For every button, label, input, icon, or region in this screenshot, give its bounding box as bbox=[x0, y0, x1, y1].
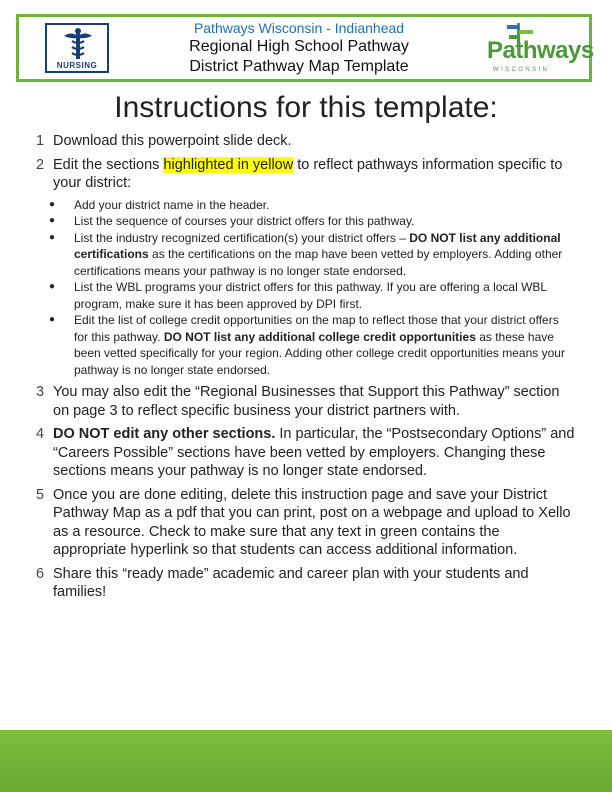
sub-item-text: as these have been vetted specifically for your region. Adding other college credit opportunities means your pathway is no longer state endorsed. bbox=[74, 329, 565, 377]
sub-item-text: Add your district name in the header. bbox=[74, 197, 270, 212]
sub-item bbox=[36, 279, 576, 312]
sub-item-text: as the certifications on the map have been vetted by employers. Adding other certifications means your pathway is no longer state endorsed. bbox=[74, 247, 563, 278]
step-text-part: to reflect pathways information specific to your district: bbox=[53, 156, 563, 191]
header-title-line2: District Pathway Map Template bbox=[189, 58, 409, 75]
header-banner bbox=[16, 14, 592, 82]
step-text: Once you are done editing, delete this instruction page and save your District Pathway Map as a pdf that you can print, post on a webpage and upload to Xello as a resource. Check to make sure that any text in green contains the appropriate hyperlink so that students can access additional information. bbox=[53, 486, 571, 558]
step-number: 3 bbox=[36, 384, 45, 400]
sub-item bbox=[36, 312, 576, 378]
step-text: Download this powerpoint slide deck. bbox=[53, 133, 292, 149]
bullet-icon: ● bbox=[49, 198, 56, 210]
step-text-part: Edit the sections bbox=[53, 156, 164, 173]
step-text: Share this “ready made” academic and career plan with your students and families! bbox=[53, 565, 529, 600]
step-5 bbox=[36, 486, 576, 560]
sub-item bbox=[36, 197, 576, 214]
step-1 bbox=[36, 132, 576, 151]
step-text bbox=[53, 156, 576, 193]
step-number: 1 bbox=[36, 133, 45, 149]
footer-bar bbox=[0, 730, 612, 792]
sub-item-text: List the sequence of courses your district offers for this pathway. bbox=[74, 214, 415, 228]
sub-item-text: List the WBL programs your district offers for this pathway. If you are offering a local WBL program, make sure it has been approved by DPI first. bbox=[74, 280, 547, 311]
bullet-icon: ● bbox=[49, 215, 56, 226]
pathways-logo-word: Pathways bbox=[487, 37, 594, 64]
step-number: 2 bbox=[36, 156, 45, 173]
pathways-wisconsin-logo bbox=[481, 23, 594, 75]
nursing-logo bbox=[45, 23, 109, 73]
header-text bbox=[139, 19, 459, 77]
instruction-steps bbox=[36, 132, 576, 607]
sub-item bbox=[36, 230, 576, 280]
sub-item-text: List the industry recognized certification(s) your district offers – bbox=[74, 230, 410, 245]
step-number: 5 bbox=[36, 486, 45, 503]
sub-item-bold-text: DO NOT list any additional certifications bbox=[74, 230, 561, 261]
step-2 bbox=[36, 156, 576, 379]
sub-item-bold-text: DO NOT list any additional college credit opportunities bbox=[163, 329, 476, 344]
sub-item bbox=[36, 213, 576, 230]
step-4 bbox=[36, 425, 576, 481]
bullet-icon: ● bbox=[49, 314, 56, 325]
nursing-logo-text: NURSING bbox=[56, 61, 98, 70]
caduceus-icon bbox=[61, 27, 95, 61]
step-number: 6 bbox=[36, 565, 45, 582]
step-3 bbox=[36, 383, 576, 420]
step-text: You may also edit the “Regional Businesses that Support this Pathway” section on page 3 to reflect specific business your district partners with. bbox=[53, 384, 560, 419]
main-title: Instructions for this template: bbox=[114, 91, 498, 124]
highlighted-text: highlighted in yellow bbox=[163, 156, 294, 173]
step-6 bbox=[36, 565, 576, 602]
org-name: Pathways Wisconsin - Indianhead bbox=[193, 20, 405, 36]
sub-item-text: Edit the list of college credit opportunities on the map to reflect those that your district offers for this pathway. bbox=[74, 313, 559, 344]
step-text-part: In particular, the “Postsecondary Options” and “Careers Possible” sections have been vetted by employers. Changing these sections means your pathway is no longer state endorsed. bbox=[53, 426, 575, 479]
pathways-logo-sub: WISCONSIN bbox=[493, 67, 550, 73]
step-text bbox=[53, 425, 576, 481]
step-bold-text: DO NOT edit any other sections. bbox=[53, 426, 276, 442]
bullet-icon: ● bbox=[49, 231, 56, 243]
step-number: 4 bbox=[36, 426, 45, 442]
bullet-icon: ● bbox=[49, 281, 56, 292]
header-title-line1: Regional High School Pathway bbox=[189, 38, 409, 55]
sub-list bbox=[36, 197, 576, 379]
